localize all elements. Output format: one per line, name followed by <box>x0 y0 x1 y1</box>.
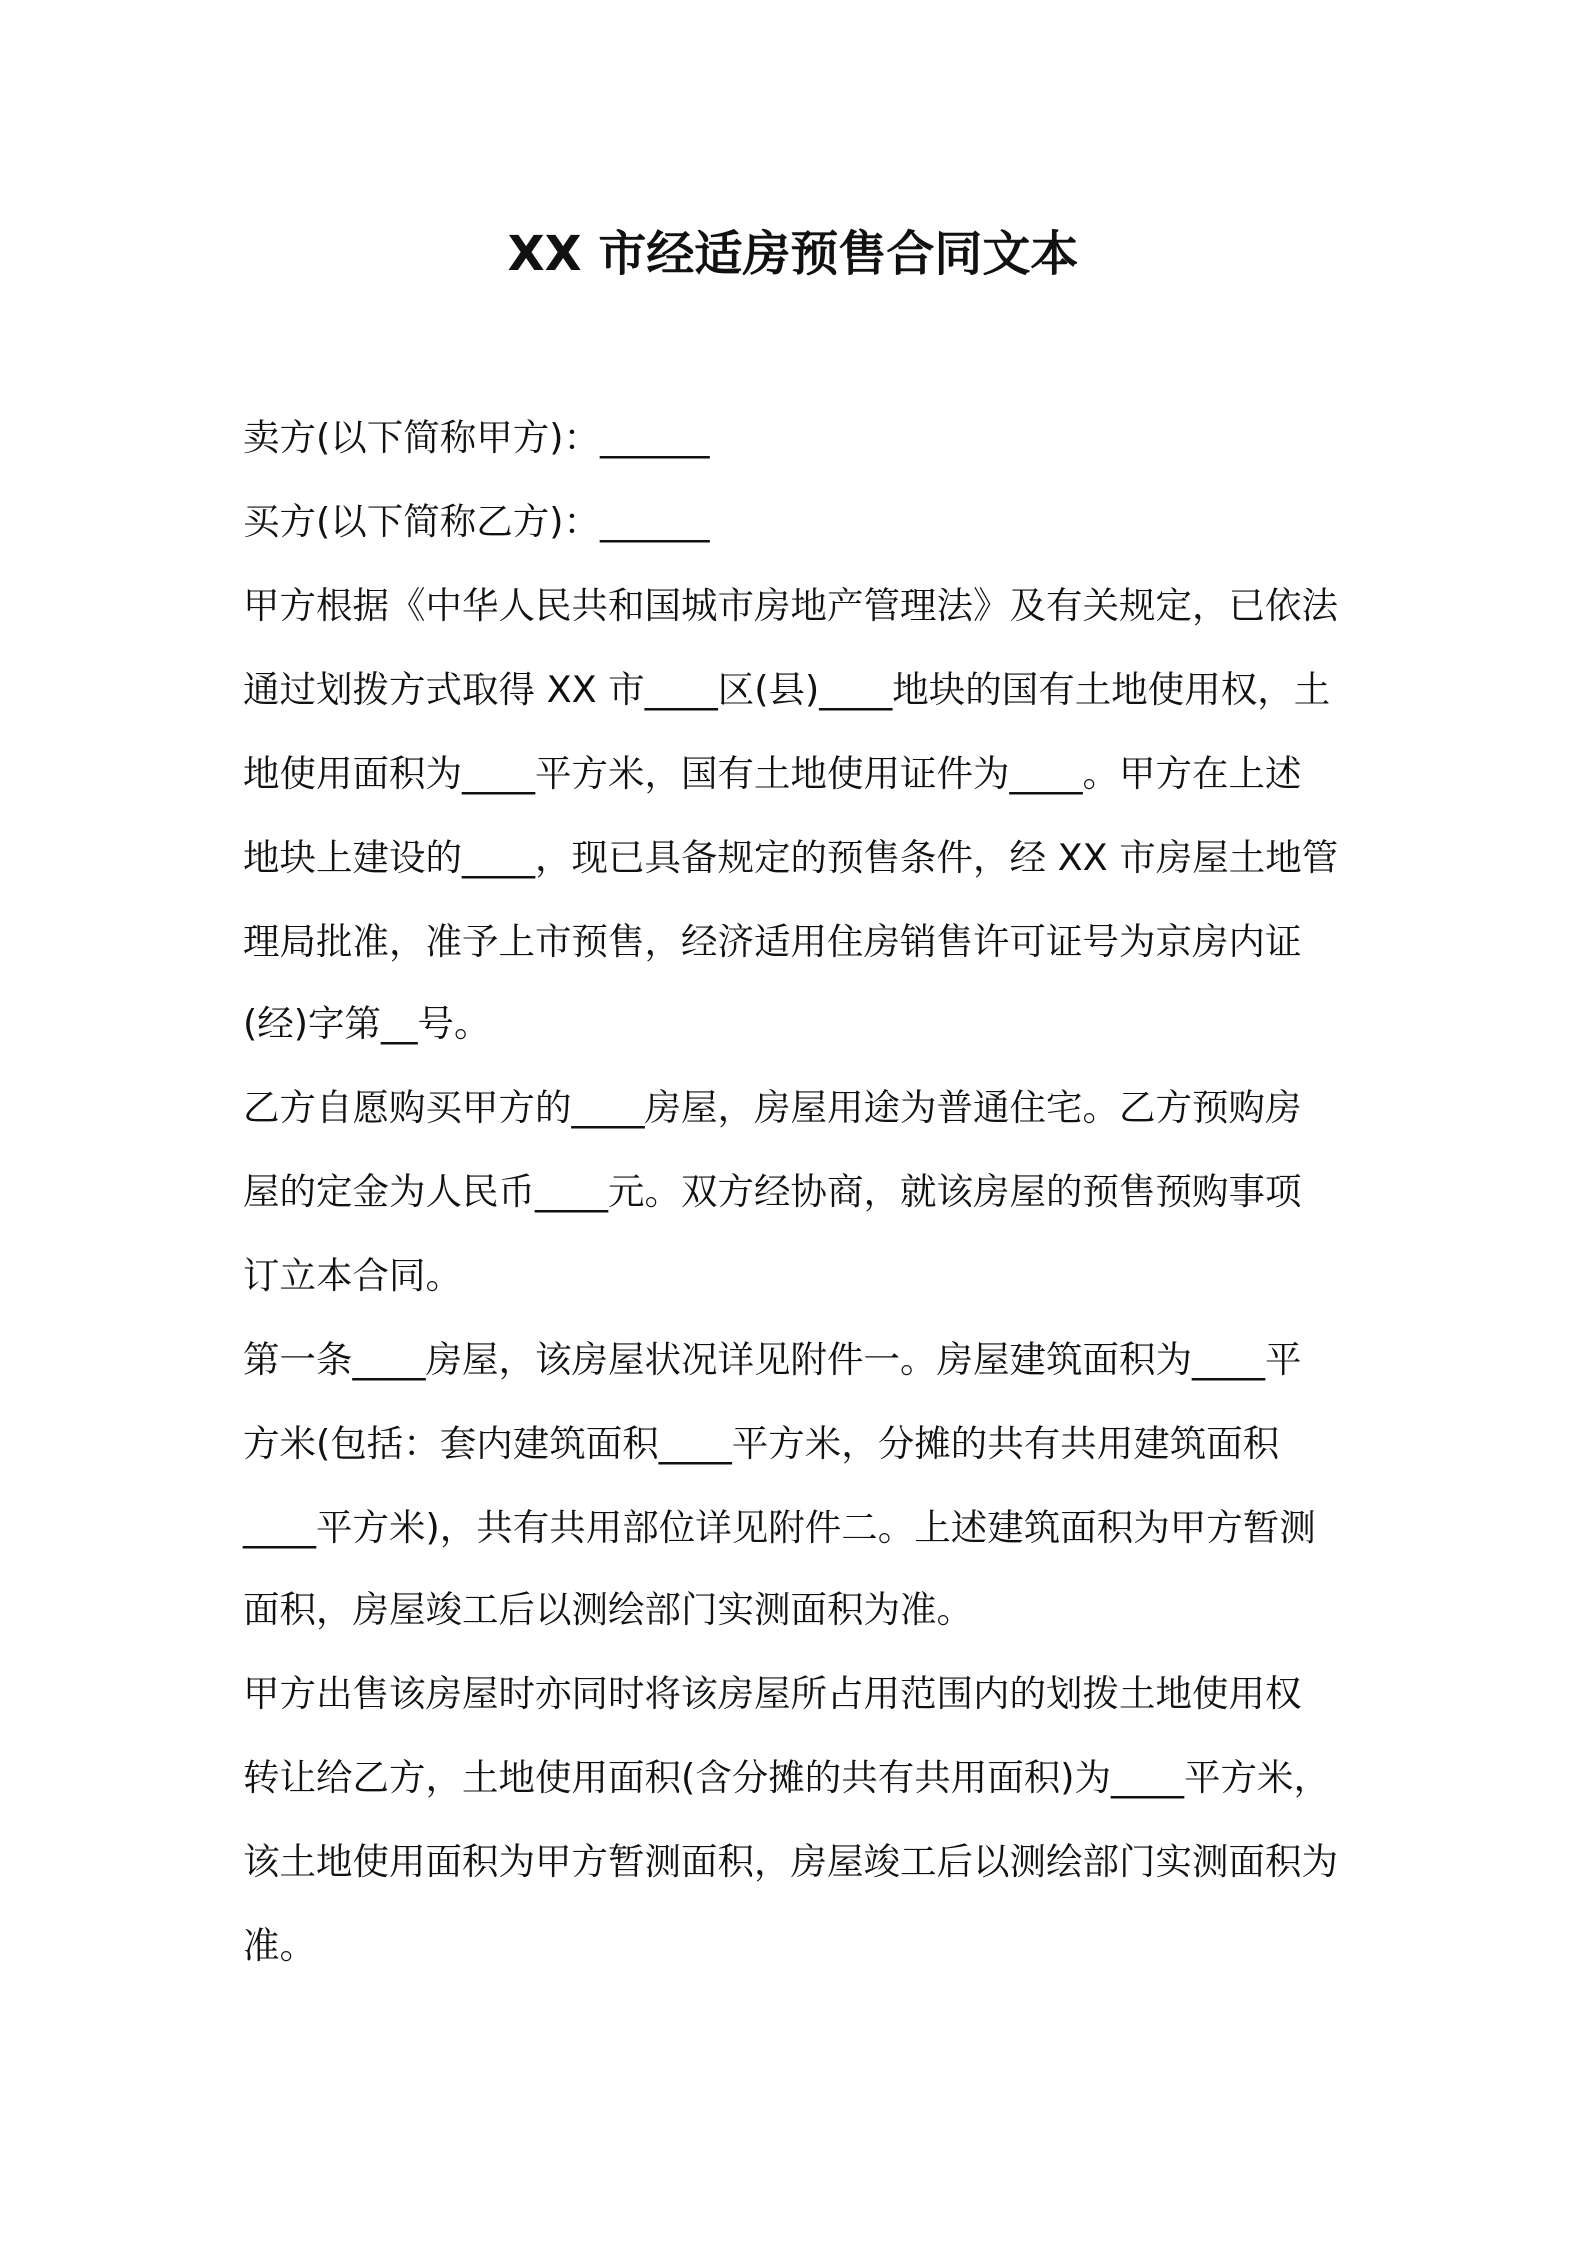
document-title: XX 市经适房预售合同文本 <box>507 226 1079 282</box>
text-line: 通过划拨方式取得 XX 市____区(县)____地块的国有土地使用权，土 <box>243 668 1331 711</box>
text-line: 订立本合同。 <box>243 1254 462 1297</box>
text-line: 方米(包括：套内建筑面积____平方米，分摊的共有共用建筑面积 <box>243 1422 1280 1465</box>
text-line: 乙方自愿购买甲方的____房屋，房屋用途为普通住宅。乙方预购房 <box>243 1086 1302 1129</box>
text-line: 准。 <box>243 1924 316 1967</box>
text-line: 甲方出售该房屋时亦同时将该房屋所占用范围内的划拨土地使用权 <box>243 1672 1302 1715</box>
text-line: 理局批准，准予上市预售，经济适用住房销售许可证号为京房内证 <box>243 920 1302 963</box>
text-line: 该土地使用面积为甲方暂测面积，房屋竣工后以测绘部门实测面积为 <box>243 1840 1338 1883</box>
article-one-line: 第一条____房屋，该房屋状况详见附件一。房屋建筑面积为____平 <box>243 1338 1302 1381</box>
buyer-line: 买方(以下简称乙方)：______ <box>243 500 710 543</box>
text-line: 地块上建设的____，现已具备规定的预售条件，经 XX 市房屋土地管 <box>243 836 1339 879</box>
text-line: 甲方根据《中华人民共和国城市房地产管理法》及有关规定，已依法 <box>243 584 1338 627</box>
text-line: 面积，房屋竣工后以测绘部门实测面积为准。 <box>243 1588 973 1631</box>
seller-line: 卖方(以下简称甲方)：______ <box>243 416 710 459</box>
text-line: 屋的定金为人民币____元。双方经协商，就该房屋的预售预购事项 <box>243 1170 1302 1213</box>
text-line: 转让给乙方，土地使用面积(含分摊的共有共用面积)为____平方米， <box>243 1756 1330 1799</box>
text-line: ____平方米)，共有共用部位详见附件二。上述建筑面积为甲方暂测 <box>243 1506 1316 1549</box>
text-line: (经)字第__号。 <box>243 1002 491 1045</box>
text-line: 地使用面积为____平方米，国有土地使用证件为____。甲方在上述 <box>243 752 1302 795</box>
